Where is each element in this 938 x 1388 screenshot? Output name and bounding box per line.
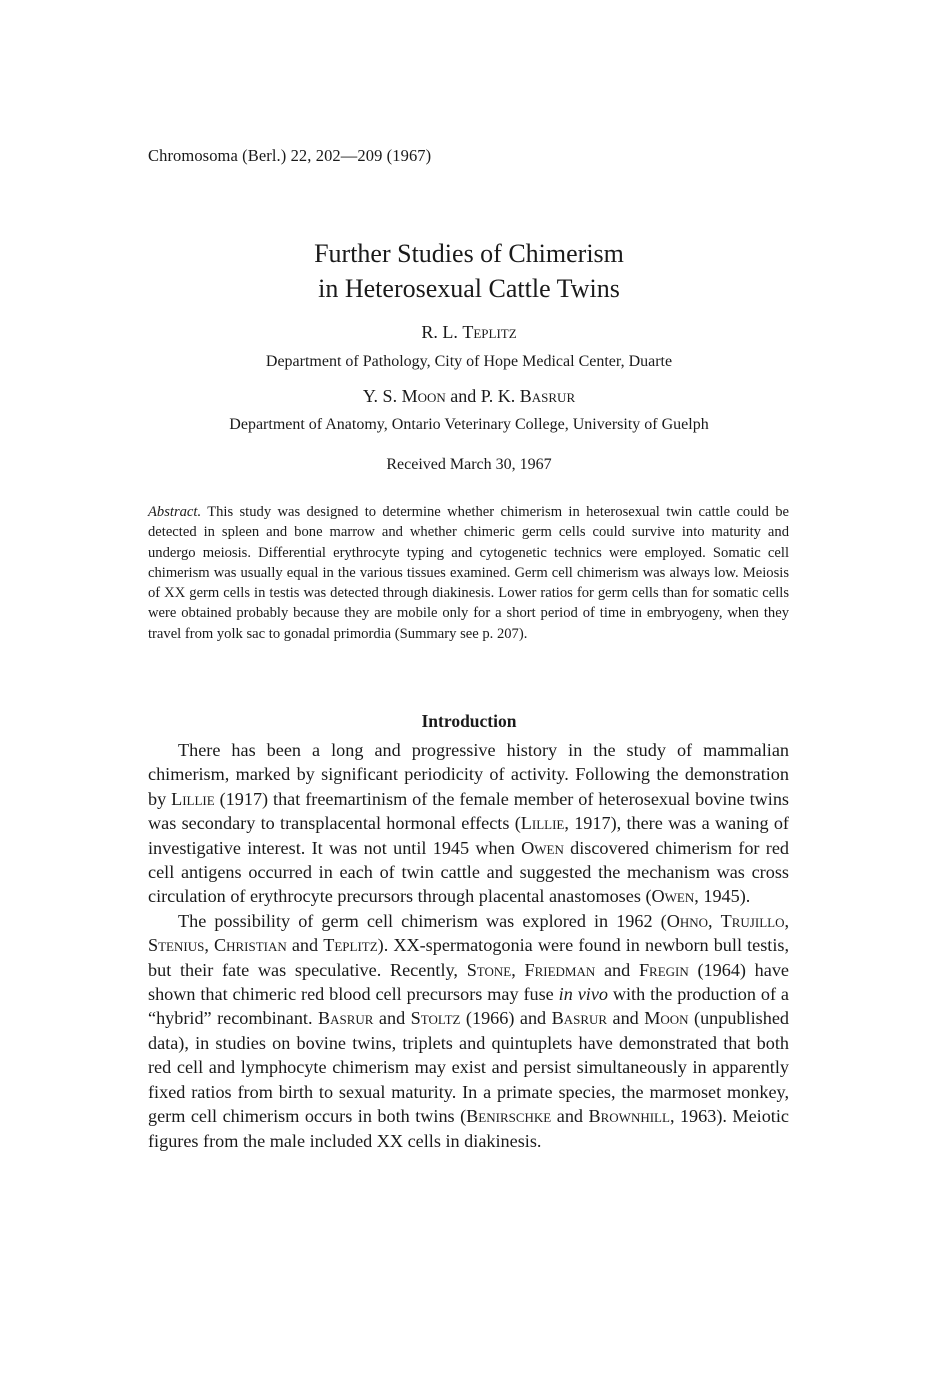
author-citation: Stoltz (410, 1008, 461, 1029)
author-2-initials-b: P. K. (480, 386, 520, 406)
author-citation: Moon (644, 1008, 689, 1029)
abstract-label: Abstract. (148, 504, 202, 520)
received-date: Received March 30, 1967 (386, 456, 552, 473)
text-run: , 1963). Meiotic figures from the male included XX cells in diakinesis. (148, 1106, 789, 1151)
text-run: discovered chimerism for red cell antigens occurred in each of twin cattle and suggested the mechanism was cross circulation of erythrocyte precursors through placental anastomoses ( (148, 837, 789, 907)
affiliation-2: Department of Anatomy, Ontario Veterinary College, University of Guelph (229, 416, 709, 433)
text-run: , (204, 935, 214, 956)
text-run: with the production of a “hybrid” recombinant. (148, 984, 789, 1029)
journal-citation: Chromosoma (Berl.) 22, 202—209 (1967) (148, 146, 432, 165)
author-citation: Fregin (638, 959, 689, 980)
author-citation: Teplitz (323, 935, 378, 956)
italic-term: in vivo (558, 984, 608, 1005)
text-run: , 1917), there was a waning of investigative interest. It was not until 1945 when (148, 813, 789, 858)
author-citation: Christian (213, 935, 287, 956)
author-citation: Benirschke (466, 1106, 552, 1127)
text-run: and (373, 1008, 411, 1029)
text-run: ). XX-spermatogonia were found in newborn bull testis, but their fate was speculative. Recently, (148, 935, 790, 980)
author-citation: Stenius (148, 935, 205, 956)
section-heading-introduction: Introduction (421, 711, 517, 731)
text-run: (unpublished data), in studies on bovine twins, triplets and quintuplets have demonstrated that both red cell and lymphocyte chimerism may exist and persist simultaneously in apparently fixed ratios from birth to sexual maturity. In a primate species, the marmoset monkey, germ cell chimerism occurs in both twins ( (148, 1008, 789, 1127)
author-citation: Stone (466, 959, 512, 980)
affiliation-1: Department of Pathology, City of Hope Medical Center, Duarte (265, 353, 673, 370)
text-run: , (708, 910, 721, 931)
introduction-body (148, 738, 789, 1153)
text-run: (1966) and (460, 1008, 552, 1029)
text-run: , 1945). (694, 886, 751, 907)
author-2-initials-a: Y. S. (362, 386, 402, 406)
text-run: (1917) that freemartinism of the female member of heterosexual bovine twins was secondary to transplacental hormonal effects ( (148, 788, 789, 834)
text-run: and (286, 935, 324, 956)
author-citation: Lillie (171, 788, 215, 809)
text-run: and (607, 1008, 645, 1029)
title-line-1: Further Studies of Chimerism (314, 239, 624, 268)
author-citation: Basrur (317, 1008, 374, 1029)
author-citation: Basrur (551, 1008, 608, 1029)
author-citation: Trujillo (720, 910, 785, 931)
title-line-2: in Heterosexual Cattle Twins (318, 274, 620, 303)
author-citation: Friedman (524, 959, 596, 980)
paragraph-1 (148, 738, 789, 909)
author-1 (0, 322, 938, 343)
author-2-surname-b: Basrur (519, 386, 576, 406)
text-run: and (551, 1106, 589, 1127)
author-citation: Ohno (666, 910, 709, 931)
text-run: (1964) have shown that chimeric red blood cell precursors may fuse (148, 959, 790, 1005)
author-2-surname-a: Moon (401, 386, 446, 406)
text-run: There has been a long and progressive history in the study of mammalian chimerism, marked by significant periodicity of activity. Following the demonstration by (148, 740, 789, 809)
author-1-surname: Teplitz (462, 322, 517, 342)
text-run: , (784, 910, 790, 931)
author-citation: Owen (521, 837, 564, 858)
author-citation: Brownhill (588, 1106, 670, 1127)
author-1-initials: R. L. (421, 322, 463, 342)
text-run: , (511, 959, 525, 980)
text-run: The possibility of germ cell chimerism was explored in 1962 ( (178, 910, 667, 931)
author-citation: Owen (651, 886, 695, 907)
paragraph-2 (148, 909, 789, 1153)
text-run: and (595, 959, 639, 980)
author-2-and: and (445, 386, 481, 406)
abstract (148, 502, 789, 644)
paper-title (0, 236, 938, 306)
author-2 (0, 386, 938, 407)
author-citation: Lillie (520, 813, 565, 834)
abstract-text: This study was designed to determine whether chimerism in heterosexual twin cattle could be detected in spleen and bone marrow and whether chimeric germ cells could survive into maturity and undergo meiosis. Differential erythrocyte typing and cytogenetic technics were employed. Somatic cell chimerism was usually equal in the various tissues examined. Germ cell chimerism was always low. Meiosis of XX germ cells in testis was detected through diakinesis. Lower ratios for germ cells than for somatic cells were obtained probably because they are mobile only for a short period of time in embryogeny, when they travel from yolk sac to gonadal primordia (Summary see p. 207). (148, 504, 789, 642)
